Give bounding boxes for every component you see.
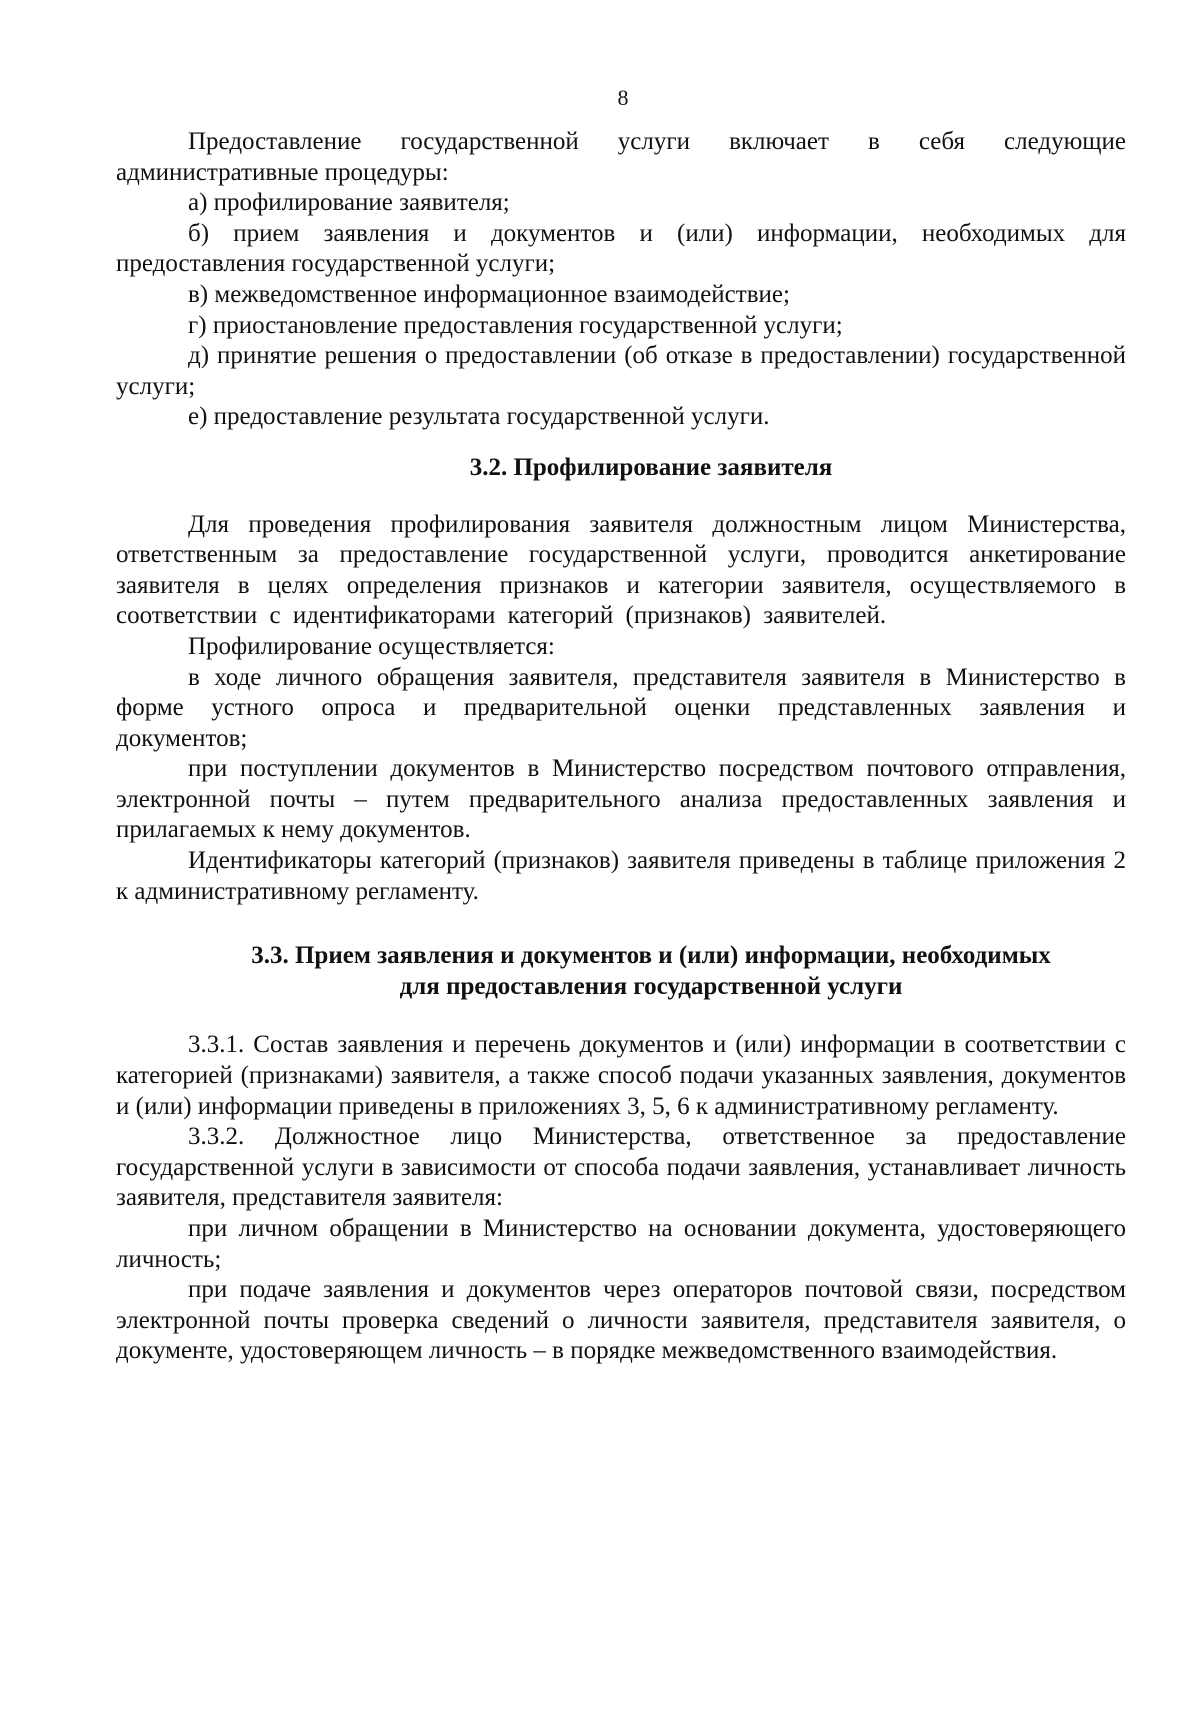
list-item: е) предоставление результата государственной услуги.	[188, 403, 770, 431]
paragraph: 3.3.2. Должностное лицо Министерства, ответственное за предоставление государственной услуги в зависимости от способа подачи заявления, устанавливает личность заявителя, представителя заявителя:	[116, 1123, 1126, 1212]
heading-line: 3.3. Прием заявления и документов и (или) информации, необходимых	[251, 942, 1051, 970]
page-number: 8	[617, 85, 629, 110]
list-item: в) межведомственное информационное взаимодействие;	[188, 280, 790, 308]
paragraph: 3.3.1. Состав заявления и перечень документов и (или) информации в соответствии с категорией (признаками) заявителя, а также способ подачи указанных заявления, документов и (или) информации приведены в приложениях 3, 5, 6 к административному регламенту.	[116, 1031, 1126, 1120]
list-item: д) принятие решения о предоставлении (об отказе в предоставлении) государственной услуги;	[116, 342, 1126, 400]
intro-paragraph: Предоставление государственной услуги включает в себя следующие административные процедуры:	[116, 128, 1126, 186]
section-heading-3-3	[116, 941, 1126, 1002]
paragraph: Идентификаторы категорий (признаков) заявителя приведены в таблице приложения 2 к административному регламенту.	[116, 847, 1126, 905]
list-item: а) профилирование заявителя;	[188, 189, 510, 217]
heading-line: для предоставления государственной услуги	[399, 972, 903, 1000]
list-item: г) приостановление предоставления государственной услуги;	[188, 311, 843, 339]
intro-section	[116, 127, 1126, 433]
paragraph: при личном обращении в Министерство на основании документа, удостоверяющего личность;	[116, 1215, 1126, 1273]
paragraph: при подаче заявления и документов через операторов почтовой связи, посредством электронной почты проверка сведений о личности заявителя, представителя заявителя, о документе, удостоверяющем личность – в порядке межведомственного взаимодействия.	[116, 1276, 1126, 1365]
section-heading-3-2: 3.2. Профилирование заявителя	[469, 453, 833, 481]
paragraph: в ходе личного обращения заявителя, представителя заявителя в Министерство в форме устного опроса и предварительной оценки представленных заявления и документов;	[116, 663, 1126, 752]
section-3-3	[116, 1030, 1126, 1367]
section-3-2	[116, 510, 1126, 908]
document-page	[116, 86, 1126, 1367]
paragraph: Профилирование осуществляется:	[188, 632, 555, 660]
list-item: б) прием заявления и документов и (или) информации, необходимых для предоставления государственной услуги;	[116, 219, 1126, 278]
paragraph: Для проведения профилирования заявителя должностным лицом Министерства, ответственным за предоставление государственной услуги, проводится анкетирование заявителя в целях определения признаков и категории заявителя, осуществляемого в соответствии с идентификаторами категорий (признаков) заявителей.	[116, 510, 1126, 630]
paragraph: при поступлении документов в Министерство посредством почтового отправления, электронной почты – путем предварительного анализа предоставленных заявления и прилагаемых к нему документов.	[116, 755, 1126, 844]
